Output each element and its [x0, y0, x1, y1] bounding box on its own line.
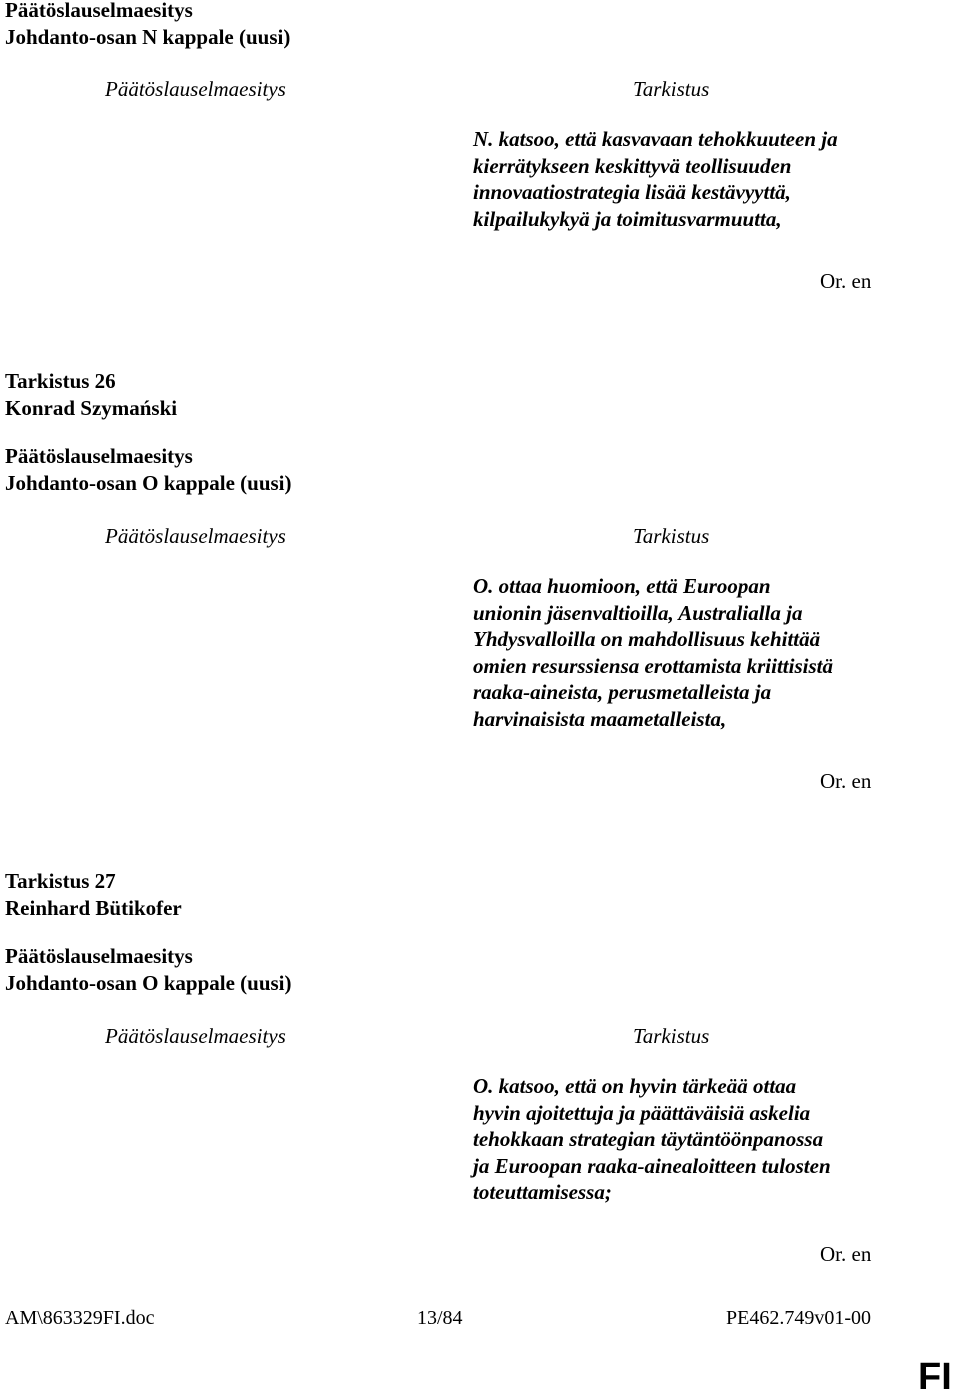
amendment-26-heading — [5, 368, 177, 421]
text-line: toteuttamisessa; — [473, 1180, 612, 1204]
amendment-27-target — [5, 943, 292, 996]
column-header-amendment: Tarkistus — [633, 524, 710, 548]
original-language: Or. en — [820, 1242, 872, 1266]
amendment-author: Konrad Szymański — [5, 395, 178, 420]
recital-label: Johdanto-osan N kappale (uusi) — [5, 24, 291, 49]
text-line: Yhdysvalloilla on mahdollisuus kehittää — [473, 627, 821, 651]
recital-label: Johdanto-osan O kappale (uusi) — [5, 470, 292, 495]
text-line: unionin jäsenvaltioilla, Australialla ja — [473, 600, 803, 625]
column-header-resolution: Päätöslauselmaesitys — [105, 524, 286, 548]
amendment-text — [473, 1073, 913, 1206]
amendment-text — [473, 126, 913, 232]
column-header-amendment: Tarkistus — [633, 77, 710, 101]
footer-doc-ref: AM\863329FI.doc — [5, 1307, 155, 1329]
resolution-label: Päätöslauselmaesitys — [5, 444, 193, 468]
amendment-27-heading — [5, 868, 182, 921]
column-header-amendment: Tarkistus — [633, 1024, 710, 1048]
original-language: Or. en — [820, 269, 872, 293]
text-line: harvinaisista maametalleista, — [473, 706, 727, 731]
recital-label: Johdanto-osan O kappale (uusi) — [5, 970, 292, 995]
text-line: kierrätykseen keskittyvä teollisuuden — [473, 153, 792, 178]
text-line: kilpailukykyä ja toimitusvarmuutta, — [473, 206, 782, 231]
text-line: innovaatiostrategia lisää kestävyyttä, — [473, 180, 791, 204]
text-line: hyvin ajoitettuja ja päättäväisiä askelia — [473, 1100, 811, 1125]
amendment-26-target — [5, 443, 292, 496]
text-line: tehokkaan strategian täytäntöönpanossa — [473, 1127, 824, 1151]
column-header-resolution: Päätöslauselmaesitys — [105, 77, 286, 101]
text-line: raaka-aineista, perusmetalleista ja — [473, 680, 772, 704]
text-line: N. katsoo, että kasvavaan tehokkuuteen ja — [473, 127, 838, 151]
text-line: ja Euroopan raaka-ainealoitteen tulosten — [473, 1153, 831, 1178]
column-header-resolution: Päätöslauselmaesitys — [105, 1024, 286, 1048]
resolution-label: Päätöslauselmaesitys — [5, 0, 193, 22]
resolution-label: Päätöslauselmaesitys — [5, 944, 193, 968]
amendment-text — [473, 573, 913, 732]
text-line: omien resurssiensa erottamista kriittisistä — [473, 653, 833, 678]
footer-page-number: 13/84 — [417, 1307, 463, 1329]
language-mark: FI — [918, 1356, 952, 1398]
text-line: O. ottaa huomioon, että Euroopan — [473, 574, 771, 598]
amendment-author: Reinhard Bütikofer — [5, 895, 182, 920]
footer-pe-ref: PE462.749v01-00 — [726, 1307, 871, 1329]
amendment-number: Tarkistus 27 — [5, 869, 116, 893]
amendment-number: Tarkistus 26 — [5, 369, 116, 393]
section-heading-top — [5, 0, 290, 50]
original-language: Or. en — [820, 769, 872, 793]
text-line: O. katsoo, että on hyvin tärkeää ottaa — [473, 1074, 797, 1098]
